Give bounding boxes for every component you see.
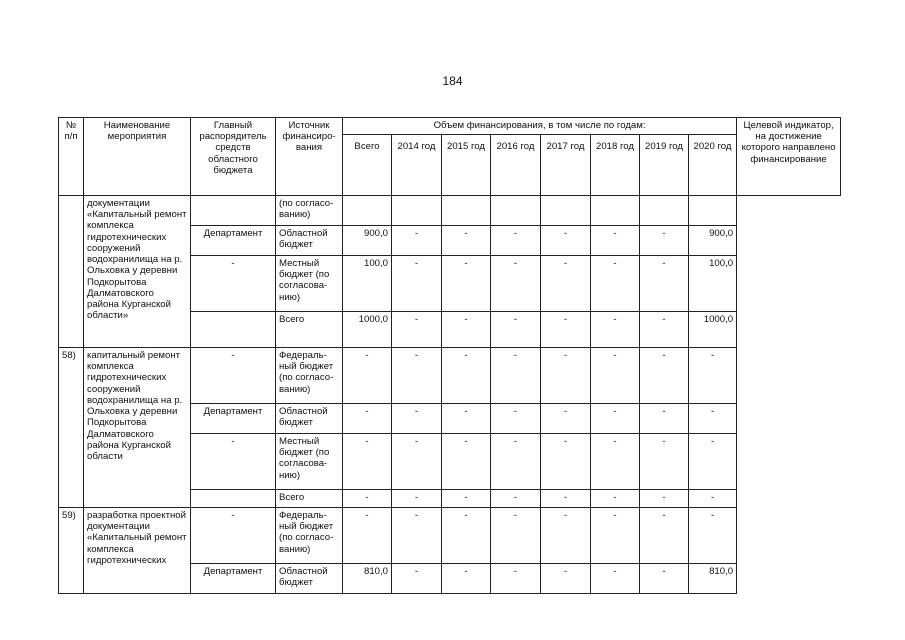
row-year-value: - bbox=[392, 508, 442, 564]
row-year-value: - bbox=[640, 490, 689, 508]
header-total: Всего bbox=[343, 135, 392, 196]
page-number: 184 bbox=[442, 74, 463, 88]
row-year-value: - bbox=[491, 434, 541, 490]
row-year-value: - bbox=[541, 564, 591, 594]
row-num: 59) bbox=[59, 508, 84, 594]
row-total: - bbox=[343, 348, 392, 404]
row-year-value: - bbox=[541, 508, 591, 564]
row-year-value: - bbox=[491, 490, 541, 508]
row-year-value: - bbox=[442, 434, 491, 490]
row-year-value: - bbox=[442, 404, 491, 434]
header-num: № п/п bbox=[59, 118, 84, 196]
row-year-value: - bbox=[392, 564, 442, 594]
row-year-value: - bbox=[591, 226, 640, 256]
row-manager: Департамент bbox=[191, 404, 276, 434]
row-total: - bbox=[343, 404, 392, 434]
row-manager: Департамент bbox=[191, 564, 276, 594]
table-row bbox=[59, 196, 841, 226]
row-year-value bbox=[392, 196, 442, 226]
row-year-value: - bbox=[491, 564, 541, 594]
row-year-value: - bbox=[541, 312, 591, 348]
row-year-value: - bbox=[541, 490, 591, 508]
row-year-value: - bbox=[541, 404, 591, 434]
header-year: 2017 год bbox=[541, 135, 591, 196]
header-year: 2019 год bbox=[640, 135, 689, 196]
row-year-value: - bbox=[591, 434, 640, 490]
row-manager bbox=[191, 490, 276, 508]
row-source: Всего bbox=[276, 312, 343, 348]
row-year-value: - bbox=[640, 564, 689, 594]
row-manager: - bbox=[191, 256, 276, 312]
row-total: - bbox=[343, 508, 392, 564]
row-year-value: - bbox=[541, 256, 591, 312]
row-name: разработка проектной документации «Капитальный ремонт комплекса гидротехнических bbox=[84, 508, 191, 594]
row-year-value: - bbox=[491, 226, 541, 256]
row-total: 1000,0 bbox=[343, 312, 392, 348]
row-year-value: - bbox=[491, 404, 541, 434]
row-year-value: - bbox=[591, 404, 640, 434]
header-source: Источник финансиро-вания bbox=[276, 118, 343, 196]
row-year-value: - bbox=[491, 312, 541, 348]
row-year-value: - bbox=[392, 434, 442, 490]
row-year-value: - bbox=[392, 490, 442, 508]
row-year-value: - bbox=[491, 348, 541, 404]
row-year-value: - bbox=[442, 312, 491, 348]
row-year-value bbox=[689, 196, 737, 226]
row-year-value: - bbox=[689, 434, 737, 490]
row-year-value: 900,0 bbox=[689, 226, 737, 256]
row-year-value: - bbox=[640, 434, 689, 490]
row-year-value: - bbox=[640, 348, 689, 404]
header-indicator: Целевой индикатор, на достижение которого направлено финансирование bbox=[737, 118, 841, 196]
header-year: 2016 год bbox=[491, 135, 541, 196]
row-total: 810,0 bbox=[343, 564, 392, 594]
table-row bbox=[59, 508, 841, 564]
row-source: Областной бюджет bbox=[276, 564, 343, 594]
row-year-value: - bbox=[541, 434, 591, 490]
row-source: Областной бюджет bbox=[276, 404, 343, 434]
row-total: - bbox=[343, 434, 392, 490]
row-source: (по согласо-ванию) bbox=[276, 196, 343, 226]
row-year-value: - bbox=[392, 256, 442, 312]
row-manager: Департамент bbox=[191, 226, 276, 256]
row-total: - bbox=[343, 490, 392, 508]
row-year-value bbox=[442, 196, 491, 226]
row-year-value bbox=[640, 196, 689, 226]
financing-table bbox=[58, 117, 841, 594]
row-year-value bbox=[491, 196, 541, 226]
row-year-value: - bbox=[689, 508, 737, 564]
row-year-value: 100,0 bbox=[689, 256, 737, 312]
header-year: 2014 год bbox=[392, 135, 442, 196]
row-year-value: - bbox=[541, 348, 591, 404]
row-total: 100,0 bbox=[343, 256, 392, 312]
header-manager: Главный распорядитель средств областного бюджета bbox=[191, 118, 276, 196]
row-num: 58) bbox=[59, 348, 84, 508]
indicator-blank bbox=[737, 196, 841, 594]
row-year-value: - bbox=[442, 226, 491, 256]
row-name: документации «Капитальный ремонт комплекса гидротехнических сооружений водохранилища на р. Ольховка у деревни Подкорытова Далматовского района Курганской области» bbox=[84, 196, 191, 348]
row-year-value: - bbox=[491, 256, 541, 312]
row-year-value bbox=[541, 196, 591, 226]
row-year-value: - bbox=[442, 256, 491, 312]
row-source: Местный бюджет (по согласова-нию) bbox=[276, 256, 343, 312]
row-num bbox=[59, 196, 84, 348]
row-manager: - bbox=[191, 348, 276, 404]
row-year-value: - bbox=[689, 490, 737, 508]
row-year-value: - bbox=[541, 226, 591, 256]
row-year-value: - bbox=[640, 508, 689, 564]
row-year-value: - bbox=[442, 508, 491, 564]
header-volume: Объем финансирования, в том числе по годам: bbox=[343, 118, 737, 135]
row-year-value: - bbox=[591, 564, 640, 594]
row-year-value: - bbox=[392, 226, 442, 256]
table-row bbox=[59, 348, 841, 404]
row-year-value: - bbox=[392, 404, 442, 434]
row-year-value: - bbox=[591, 508, 640, 564]
row-year-value: - bbox=[392, 312, 442, 348]
row-manager: - bbox=[191, 434, 276, 490]
row-year-value bbox=[591, 196, 640, 226]
row-total: 900,0 bbox=[343, 226, 392, 256]
row-year-value: - bbox=[640, 256, 689, 312]
row-manager bbox=[191, 196, 276, 226]
row-year-value: 810,0 bbox=[689, 564, 737, 594]
row-source: Федераль-ный бюджет (по согласо-ванию) bbox=[276, 348, 343, 404]
row-year-value: - bbox=[442, 348, 491, 404]
row-year-value: - bbox=[392, 348, 442, 404]
row-year-value: 1000,0 bbox=[689, 312, 737, 348]
row-total bbox=[343, 196, 392, 226]
header-year: 2015 год bbox=[442, 135, 491, 196]
header-name: Наименование мероприятия bbox=[84, 118, 191, 196]
row-year-value: - bbox=[591, 348, 640, 404]
row-source: Местный бюджет (по согласова-нию) bbox=[276, 434, 343, 490]
header-year: 2020 год bbox=[689, 135, 737, 196]
row-year-value: - bbox=[591, 312, 640, 348]
row-year-value: - bbox=[591, 490, 640, 508]
row-source: Всего bbox=[276, 490, 343, 508]
row-manager: - bbox=[191, 508, 276, 564]
row-name: капитальный ремонт комплекса гидротехнических сооружений водохранилища на р. Ольховка у деревни Подкорытова Далматовского района Курганской области bbox=[84, 348, 191, 508]
row-source: Областной бюджет bbox=[276, 226, 343, 256]
row-year-value: - bbox=[689, 404, 737, 434]
row-year-value: - bbox=[640, 312, 689, 348]
row-year-value: - bbox=[442, 490, 491, 508]
header-year: 2018 год bbox=[591, 135, 640, 196]
row-year-value: - bbox=[640, 404, 689, 434]
row-year-value: - bbox=[591, 256, 640, 312]
row-year-value: - bbox=[640, 226, 689, 256]
row-year-value: - bbox=[442, 564, 491, 594]
row-year-value: - bbox=[689, 348, 737, 404]
row-year-value: - bbox=[491, 508, 541, 564]
row-source: Федераль-ный бюджет (по согласо-ванию) bbox=[276, 508, 343, 564]
row-manager bbox=[191, 312, 276, 348]
